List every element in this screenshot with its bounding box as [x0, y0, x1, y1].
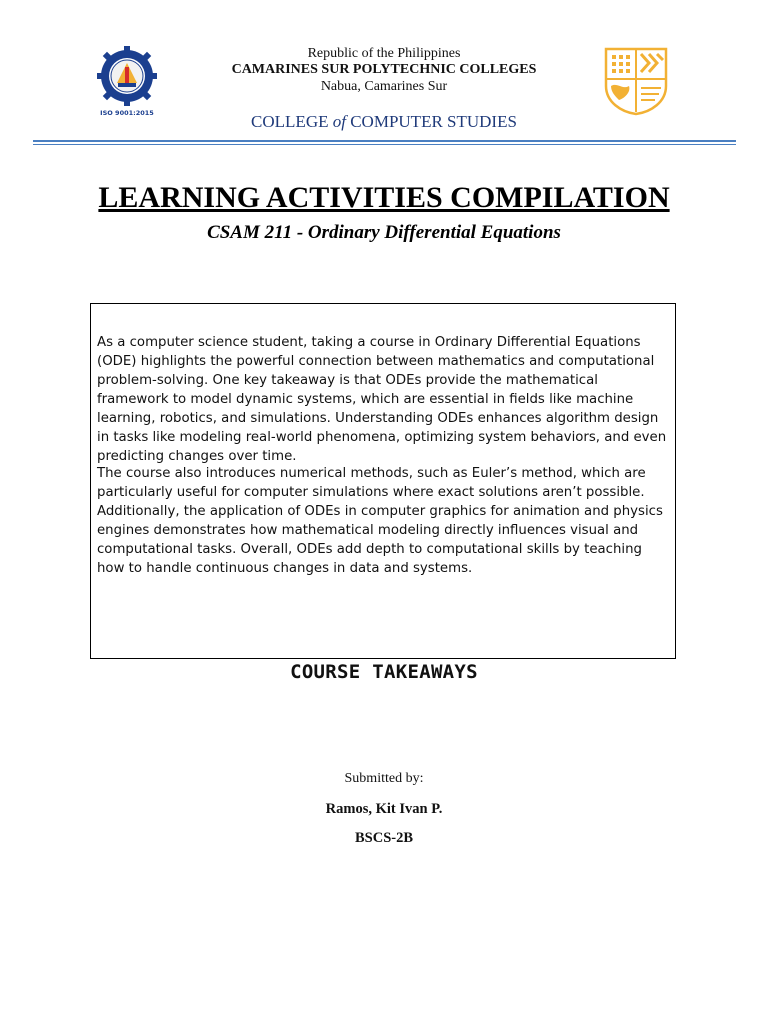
section-heading: COURSE TAKEAWAYS [290, 661, 478, 683]
document-title: LEARNING ACTIVITIES COMPILATION [98, 181, 670, 214]
college-suffix: COMPUTER STUDIES [345, 112, 517, 131]
header-rule-thin [33, 144, 736, 145]
republic-line: Republic of the Philippines [307, 46, 461, 61]
header-rule-thick [33, 140, 736, 142]
college-name [0, 112, 768, 132]
college-prefix: COLLEGE [251, 112, 333, 131]
paragraph-1: As a computer science student, taking a course in Ordinary Differential Equations (ODE) highlights the powerful connection between mathematics and computational problem-solving. One key takeaway is that ODEs provide the mathematical framework to model dynamic systems, which are essential in fields like machine learning, robotics, and simulations. Understanding ODEs enhances algorithm design in tasks like modeling real-world phenomena, optimizing system behaviors, and even predicting changes over time. [97, 335, 667, 464]
school-name: CAMARINES SUR POLYTECHNIC COLLEGES [231, 62, 537, 77]
submitted-by-label: Submitted by: [344, 771, 424, 786]
school-location: Nabua, Camarines Sur [320, 79, 448, 94]
college-of: of [332, 112, 346, 131]
iso-caption: ISO 9001:2015 [100, 109, 154, 117]
student-section: BSCS-2B [354, 830, 414, 846]
student-name: Ramos, Kit Ivan P. [325, 801, 443, 817]
paragraph-2: The course also introduces numerical methods, such as Euler’s method, which are particularly useful for computer simulations where exact solutions aren’t possible. Additionally, the application of ODEs in computer graphics for animation and physics engines demonstrates how mathematical modeling directly influences visual and computational tasks. Overall, ODEs add depth to computational skills by teaching how to handle continuous changes in data and systems. [97, 466, 663, 576]
document-subtitle: CSAM 211 - Ordinary Differential Equations [207, 222, 561, 243]
takeaways-box [90, 303, 676, 659]
